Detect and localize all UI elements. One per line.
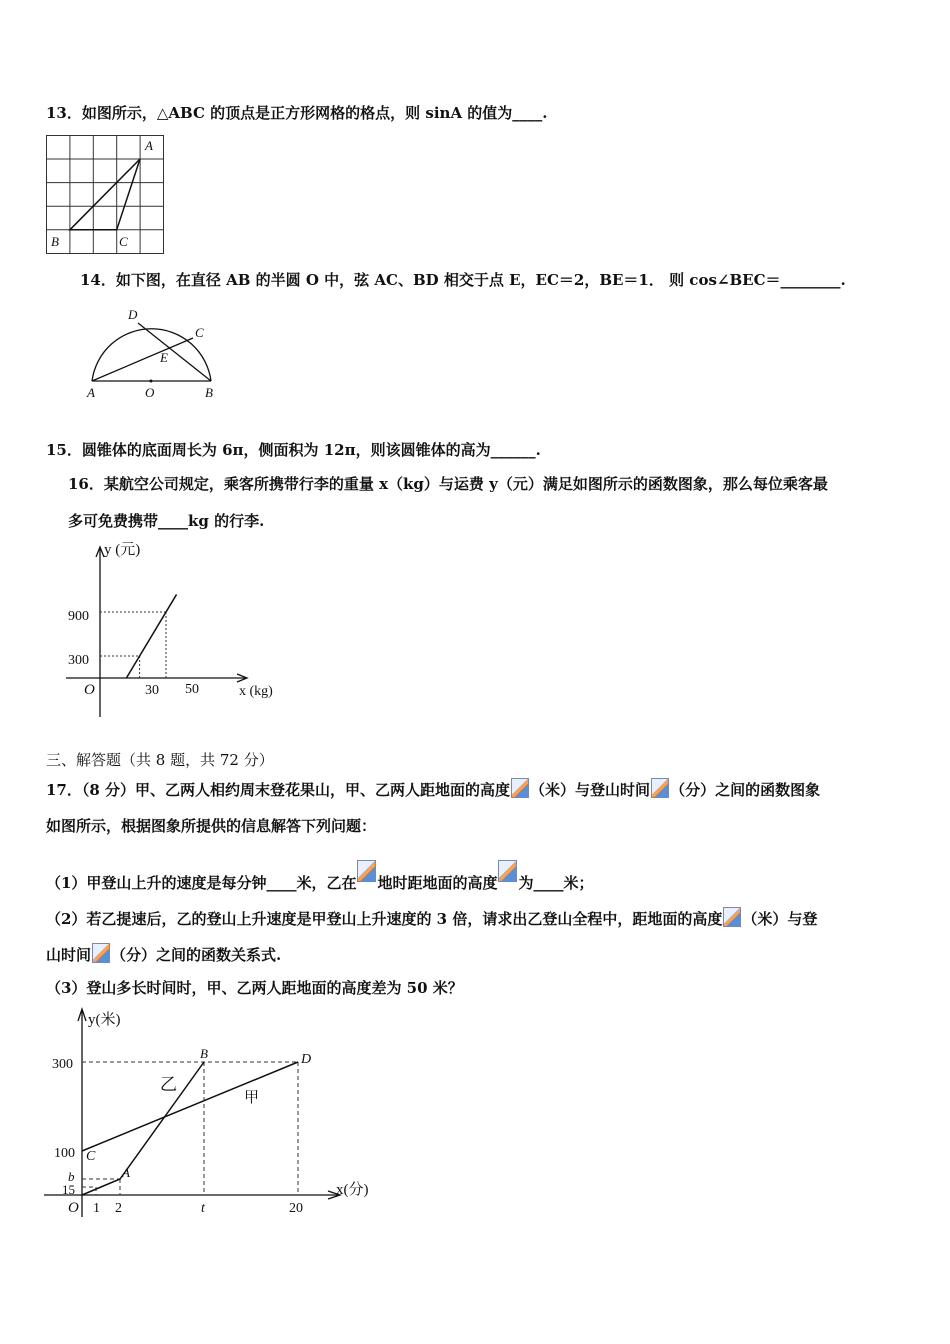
image-placeholder-icon	[498, 860, 517, 882]
q16-chart	[62, 535, 282, 720]
q17-line1c: （分）之间的函数图象	[670, 781, 821, 799]
q17-line2: 如图所示，根据图象所提供的信息解答下列问题：	[46, 817, 377, 835]
q13-label-a: A	[145, 138, 153, 153]
q17-p1a: （1）甲登山上升的速度是每分钟____米，乙在	[46, 874, 357, 892]
q17-jia-line	[82, 1062, 298, 1151]
q14-label-o: O	[145, 385, 155, 400]
q17-xlabel: x(分)	[336, 1182, 369, 1198]
q17-chart	[40, 1005, 400, 1220]
q17-p1b: 地时距地面的高度	[377, 874, 498, 892]
q17-line1a: 17．（8 分）甲、乙两人相约周末登花果山，甲、乙两人距地面的高度	[46, 781, 511, 799]
q14-semicircle-figure	[86, 305, 226, 400]
q14-label-d: D	[128, 307, 138, 322]
q17-xtick-20: 20	[289, 1201, 303, 1216]
q16-origin: O	[84, 682, 95, 698]
q17-ytick-15: 15	[62, 1182, 75, 1197]
q14-label-b: B	[205, 385, 213, 400]
q17-xtick-2: 2	[115, 1201, 122, 1216]
q17-part3: （3）登山多长时间时，甲、乙两人距地面的高度差为 50 米？	[46, 979, 463, 997]
q17-line1b: （米）与登山时间	[530, 781, 651, 799]
q17-part2-cont	[46, 943, 281, 965]
q17-ytick-300: 300	[52, 1057, 73, 1072]
q13-label-b: B	[51, 234, 59, 249]
q14-label-e: E	[160, 350, 168, 365]
q17-label-yi: 乙	[160, 1075, 177, 1094]
q17-ytick-100: 100	[54, 1146, 75, 1161]
q17-p2a: （2）若乙提速后，乙的登山上升速度是甲登山上升速度的 3 倍，请求出乙登山全程中，距地面的高度	[46, 910, 723, 928]
q17-yi-line	[82, 1062, 204, 1195]
q17-xtick-1: 1	[93, 1201, 100, 1216]
q15-text: 15．圆锥体的底面周长为 6π，侧面积为 12π，则该圆锥体的高为______.	[46, 441, 541, 459]
q16-xtick-30: 30	[145, 683, 159, 698]
q13-grid-figure	[46, 135, 166, 257]
q17-label-c: C	[86, 1149, 96, 1164]
q17-p1c: 为____米；	[518, 874, 594, 892]
q16-series-line	[126, 594, 176, 678]
image-placeholder-icon	[511, 778, 529, 798]
q16-ytick-300: 300	[68, 653, 89, 668]
q13-label-c: C	[119, 234, 128, 249]
q16-ylabel: y (元)	[104, 542, 141, 558]
q17-label-d: D	[301, 1052, 312, 1067]
q17-part1	[46, 860, 593, 893]
q17-ylabel: y(米)	[88, 1012, 121, 1028]
q17-p2d: （分）之间的函数关系式.	[111, 946, 282, 964]
q16-xtick-50: 50	[185, 682, 199, 697]
q17-p2c: 山时间	[46, 946, 92, 964]
q14-label-a: A	[87, 385, 95, 400]
q17-label-jia: 甲	[244, 1090, 260, 1106]
q16-xlabel: x (kg)	[239, 684, 273, 699]
image-placeholder-icon	[92, 943, 110, 963]
q17-label-a: A	[122, 1165, 130, 1180]
section3-heading: 三、解答题（共 8 题，共 72 分）	[46, 751, 274, 769]
q16-line2: 多可免费携带____kg 的行李.	[68, 512, 265, 530]
q17-label-b: B	[200, 1046, 208, 1061]
q17-ytick-b: b	[68, 1169, 75, 1184]
q17-origin: O	[68, 1200, 79, 1216]
q17-p2b: （米）与登	[742, 910, 818, 928]
q13-text: 13．如图所示，△ABC 的顶点是正方形网格的格点，则 sinA 的值为____.	[46, 104, 548, 122]
image-placeholder-icon	[357, 860, 376, 882]
q17-xtick-t: t	[201, 1201, 205, 1216]
image-placeholder-icon	[651, 778, 669, 798]
q17-line1	[46, 778, 820, 800]
q14-label-c: C	[195, 325, 204, 340]
q17-part2	[46, 907, 817, 929]
q16-ytick-900: 900	[68, 609, 89, 624]
q16-line1: 16．某航空公司规定，乘客所携带行李的重量 x（kg）与运费 y（元）满足如图所示的函数图象，那么每位乘客最	[68, 475, 828, 493]
image-placeholder-icon	[723, 907, 741, 927]
q14-text: 14．如下图，在直径 AB 的半圆 O 中，弦 AC、BD 相交于点 E，EC＝2，BE＝1． 则 cos∠BEC＝________.	[80, 271, 846, 289]
